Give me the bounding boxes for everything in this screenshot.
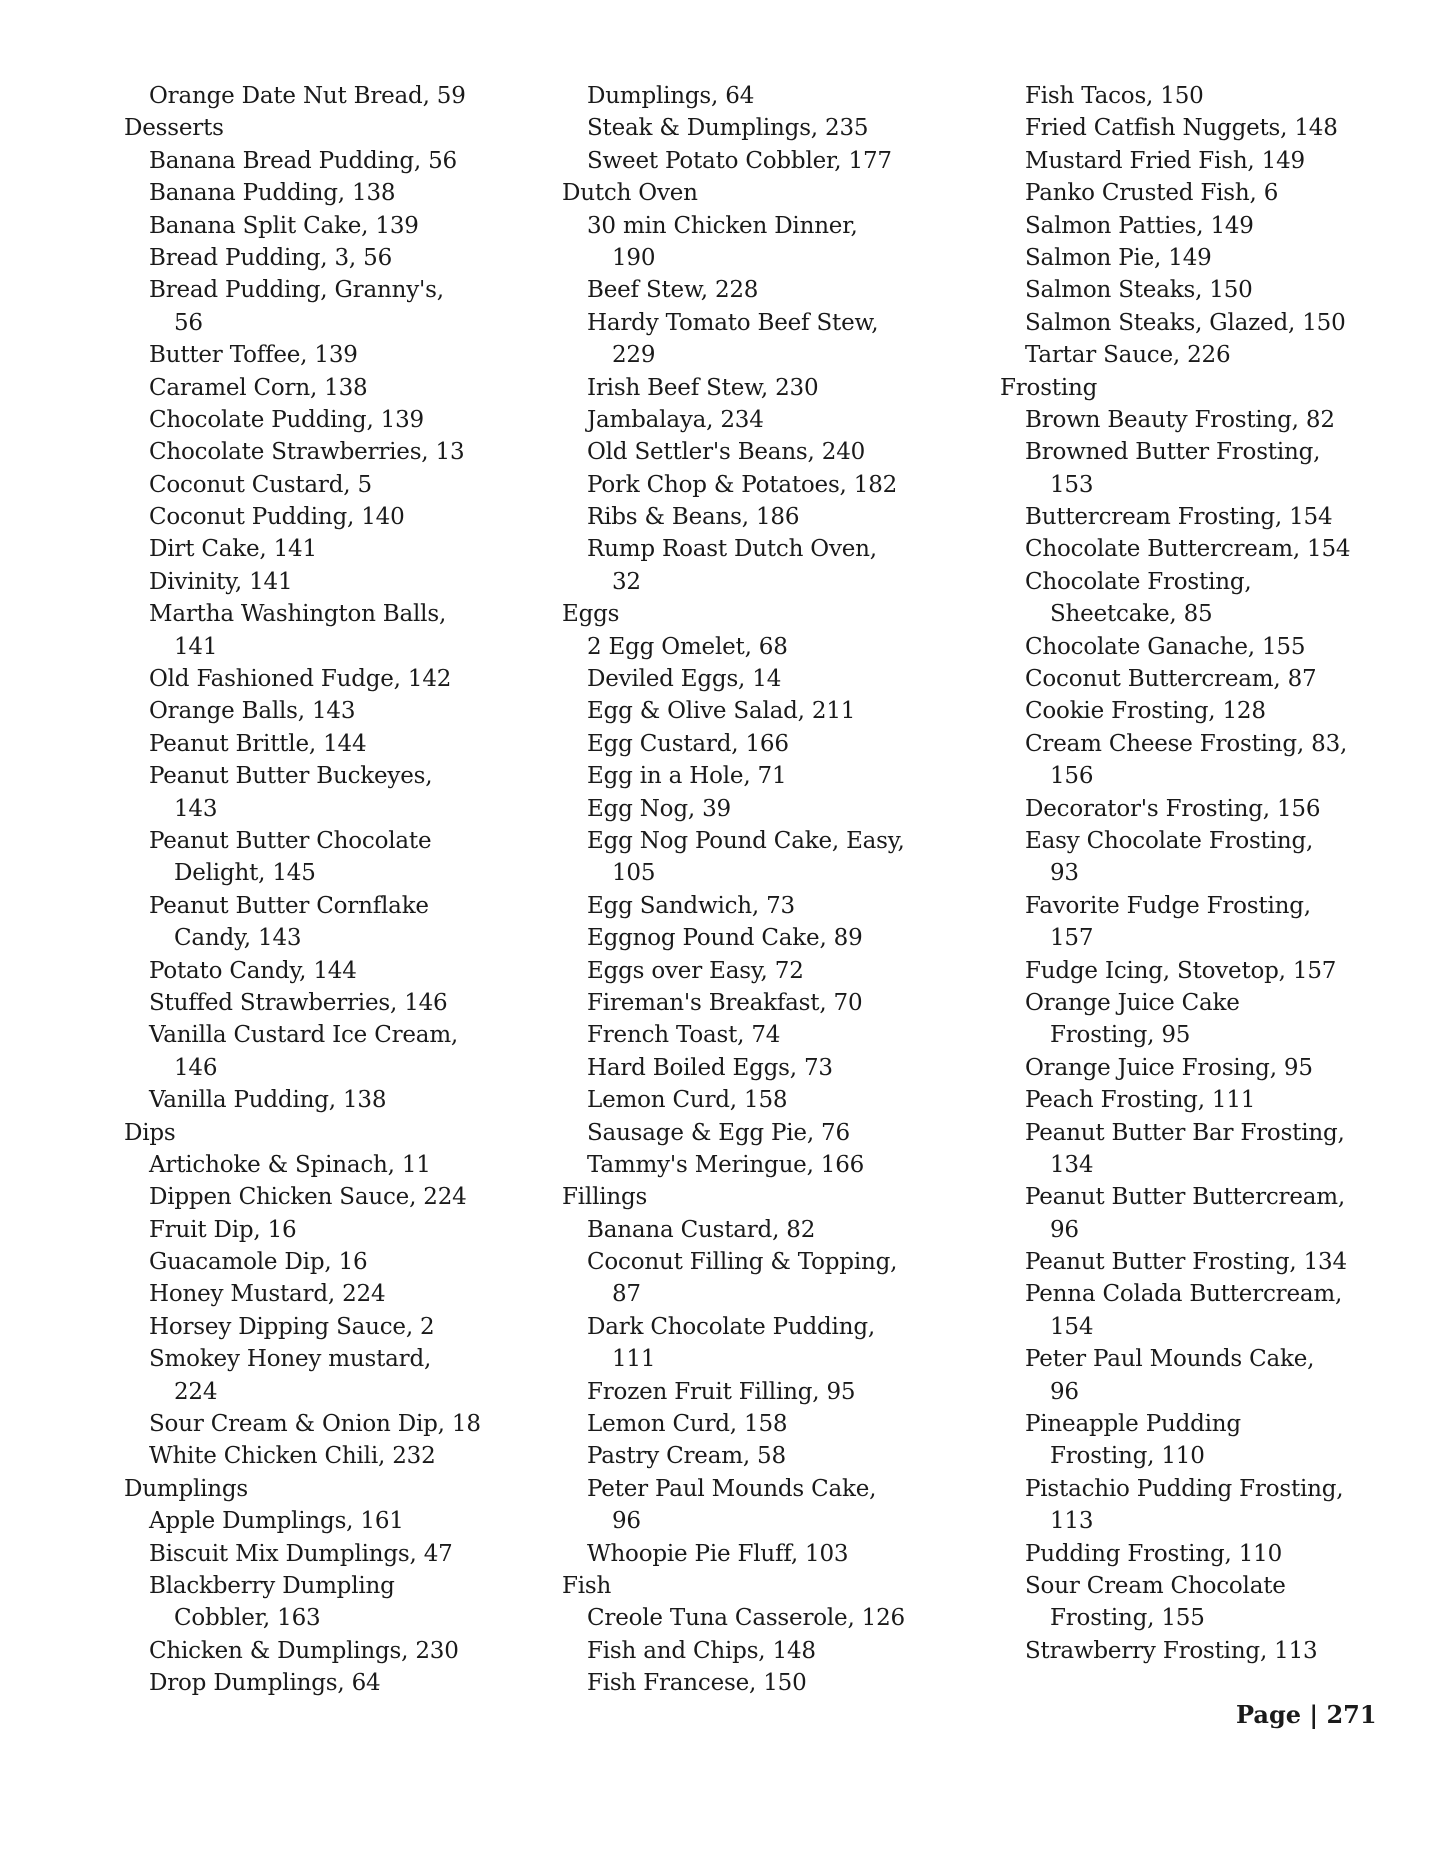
- index-entry: Irish Beef Stew, 230: [587, 374, 819, 401]
- index-entry-continuation: 141: [174, 633, 218, 660]
- index-entry: Biscuit Mix Dumplings, 47: [149, 1540, 453, 1567]
- index-heading: Fish: [562, 1572, 612, 1599]
- index-entry-continuation: 96: [612, 1508, 641, 1535]
- index-entry: Sweet Potato Cobbler, 177: [587, 147, 892, 174]
- page-number-footer: Page | 271: [1236, 1700, 1377, 1729]
- index-entry: 2 Egg Omelet, 68: [587, 633, 788, 660]
- index-entry: Peanut Brittle, 144: [149, 730, 367, 757]
- index-entry: Eggnog Pound Cake, 89: [587, 925, 863, 952]
- index-entry: Fish Francese, 150: [587, 1670, 807, 1697]
- index-entry: Dark Chocolate Pudding,: [587, 1313, 875, 1340]
- index-entry-continuation: 143: [174, 795, 218, 822]
- index-entry-continuation: 56: [174, 309, 203, 336]
- index-entry: Fish and Chips, 148: [587, 1637, 816, 1664]
- index-entry: Pistachio Pudding Frosting,: [1025, 1475, 1344, 1502]
- index-entry: Coconut Buttercream, 87: [1025, 666, 1317, 693]
- index-entry: Egg & Olive Salad, 211: [587, 698, 856, 725]
- index-entry-continuation: Delight, 145: [174, 860, 316, 887]
- index-entry: Fruit Dip, 16: [149, 1216, 297, 1243]
- index-entry-continuation: 224: [174, 1378, 218, 1405]
- index-heading: Dips: [124, 1119, 176, 1146]
- index-entry: Whoopie Pie Fluff, 103: [587, 1540, 849, 1567]
- index-entry: Mustard Fried Fish, 149: [1025, 147, 1305, 174]
- index-entry-continuation: 93: [1050, 860, 1079, 887]
- index-entry: Caramel Corn, 138: [149, 374, 368, 401]
- index-entry: Favorite Fudge Frosting,: [1025, 892, 1311, 919]
- index-entry: Salmon Patties, 149: [1025, 212, 1254, 239]
- index-entry: Chocolate Ganache, 155: [1025, 633, 1306, 660]
- index-heading: Dumplings: [124, 1475, 249, 1502]
- index-entry-continuation: 96: [1050, 1378, 1079, 1405]
- index-heading: Desserts: [124, 115, 224, 142]
- index-heading: Dutch Oven: [562, 180, 698, 207]
- index-entry-continuation: Frosting, 155: [1050, 1605, 1205, 1632]
- index-entry: Old Fashioned Fudge, 142: [149, 666, 452, 693]
- index-entry: Coconut Filling & Topping,: [587, 1249, 898, 1276]
- index-entry: Banana Pudding, 138: [149, 180, 396, 207]
- index-entry: Salmon Pie, 149: [1025, 244, 1212, 271]
- index-entry: Peter Paul Mounds Cake,: [1025, 1346, 1315, 1373]
- index-entry: Peanut Butter Cornflake: [149, 892, 429, 919]
- index-entry: Honey Mustard, 224: [149, 1281, 386, 1308]
- index-entry: Jambalaya, 234: [587, 406, 764, 433]
- index-entry-continuation: 111: [612, 1346, 656, 1373]
- index-entry: Butter Toffee, 139: [149, 342, 358, 369]
- index-entry: Chicken & Dumplings, 230: [149, 1637, 459, 1664]
- index-entry-continuation: 105: [612, 860, 656, 887]
- index-entry: Peach Frosting, 111: [1025, 1087, 1256, 1114]
- index-entry: Chocolate Buttercream, 154: [1025, 536, 1351, 563]
- index-entry: Apple Dumplings, 161: [149, 1508, 404, 1535]
- index-entry: Tammy's Meringue, 166: [587, 1151, 865, 1178]
- index-entry: Pudding Frosting, 110: [1025, 1540, 1282, 1567]
- index-entry: Cream Cheese Frosting, 83,: [1025, 730, 1348, 757]
- index-entry: Drop Dumplings, 64: [149, 1670, 381, 1697]
- index-entry: 30 min Chicken Dinner,: [587, 212, 858, 239]
- index-entry: Penna Colada Buttercream,: [1025, 1281, 1343, 1308]
- index-entry-continuation: Sheetcake, 85: [1050, 601, 1213, 628]
- index-entry: Peter Paul Mounds Cake,: [587, 1475, 877, 1502]
- index-entry: Hard Boiled Eggs, 73: [587, 1054, 833, 1081]
- index-entry: Orange Juice Cake: [1025, 989, 1240, 1016]
- index-entry: Egg Nog, 39: [587, 795, 731, 822]
- index-heading: Eggs: [562, 601, 620, 628]
- index-column-2: [562, 80, 982, 1700]
- index-entry: Bread Pudding, Granny's,: [149, 277, 444, 304]
- index-entry: Peanut Butter Chocolate: [149, 827, 432, 854]
- index-entry: Decorator's Frosting, 156: [1025, 795, 1321, 822]
- index-entry: Martha Washington Balls,: [149, 601, 447, 628]
- index-entry: Sour Cream & Onion Dip, 18: [149, 1411, 481, 1438]
- index-entry-continuation: Frosting, 95: [1050, 1022, 1191, 1049]
- index-entry: White Chicken Chili, 232: [149, 1443, 436, 1470]
- index-heading: Frosting: [1000, 374, 1098, 401]
- index-entry: Artichoke & Spinach, 11: [149, 1151, 431, 1178]
- index-entry: Strawberry Frosting, 113: [1025, 1637, 1318, 1664]
- index-entry-continuation: Frosting, 110: [1050, 1443, 1205, 1470]
- index-entry: Horsey Dipping Sauce, 2: [149, 1313, 435, 1340]
- index-entry: Guacamole Dip, 16: [149, 1249, 368, 1276]
- index-entry: Blackberry Dumpling: [149, 1572, 395, 1599]
- index-entry: Peanut Butter Buckeyes,: [149, 763, 433, 790]
- index-entry: Cookie Frosting, 128: [1025, 698, 1266, 725]
- index-heading: Fillings: [562, 1184, 648, 1211]
- index-entry: Steak & Dumplings, 235: [587, 115, 869, 142]
- index-entry: Egg in a Hole, 71: [587, 763, 787, 790]
- index-entry-continuation: 154: [1050, 1313, 1094, 1340]
- index-entry-continuation: Candy, 143: [174, 925, 302, 952]
- index-entry: Rump Roast Dutch Oven,: [587, 536, 877, 563]
- index-entry: Ribs & Beans, 186: [587, 504, 800, 531]
- index-entry: Frozen Fruit Filling, 95: [587, 1378, 856, 1405]
- index-entry: Lemon Curd, 158: [587, 1411, 788, 1438]
- index-entry: Dippen Chicken Sauce, 224: [149, 1184, 467, 1211]
- index-entry: Panko Crusted Fish, 6: [1025, 180, 1279, 207]
- index-entry: Banana Custard, 82: [587, 1216, 816, 1243]
- index-entry: Egg Nog Pound Cake, Easy,: [587, 827, 905, 854]
- index-entry: Banana Bread Pudding, 56: [149, 147, 457, 174]
- index-entry: Lemon Curd, 158: [587, 1087, 788, 1114]
- index-entry: Potato Candy, 144: [149, 957, 357, 984]
- index-entry: Pastry Cream, 58: [587, 1443, 786, 1470]
- index-entry: Stuffed Strawberries, 146: [149, 989, 448, 1016]
- index-entry: Chocolate Strawberries, 13: [149, 439, 465, 466]
- index-column-1: [124, 80, 544, 1700]
- index-entry-continuation: 96: [1050, 1216, 1079, 1243]
- index-entry-continuation: 157: [1050, 925, 1094, 952]
- index-entry: Peanut Butter Frosting, 134: [1025, 1249, 1347, 1276]
- index-entry: Fried Catfish Nuggets, 148: [1025, 115, 1338, 142]
- index-entry-continuation: 32: [612, 568, 641, 595]
- index-entry: Chocolate Pudding, 139: [149, 406, 424, 433]
- index-entry: Coconut Pudding, 140: [149, 504, 405, 531]
- index-entry: Fudge Icing, Stovetop, 157: [1025, 957, 1337, 984]
- index-entry: Vanilla Custard Ice Cream,: [149, 1022, 459, 1049]
- index-entry: French Toast, 74: [587, 1022, 781, 1049]
- index-column-3: [1000, 80, 1400, 1667]
- index-entry: Divinity, 141: [149, 568, 293, 595]
- index-entry-continuation: Cobbler, 163: [174, 1605, 321, 1632]
- index-entry-continuation: 87: [612, 1281, 641, 1308]
- index-entry: Fireman's Breakfast, 70: [587, 989, 863, 1016]
- index-entry: Hardy Tomato Beef Stew,: [587, 309, 879, 336]
- index-entry: Orange Balls, 143: [149, 698, 356, 725]
- index-entry: Egg Sandwich, 73: [587, 892, 795, 919]
- index-entry-continuation: 153: [1050, 471, 1094, 498]
- index-entry: Easy Chocolate Frosting,: [1025, 827, 1314, 854]
- index-entry: Sausage & Egg Pie, 76: [587, 1119, 850, 1146]
- index-entry: Orange Juice Frosing, 95: [1025, 1054, 1313, 1081]
- index-entry: Deviled Eggs, 14: [587, 666, 782, 693]
- index-entry: Salmon Steaks, 150: [1025, 277, 1253, 304]
- index-entry: Smokey Honey mustard,: [149, 1346, 432, 1373]
- index-entry: Peanut Butter Buttercream,: [1025, 1184, 1345, 1211]
- index-entry: Fish Tacos, 150: [1025, 83, 1204, 109]
- index-entry-continuation: 134: [1050, 1151, 1094, 1178]
- index-entry: Browned Butter Frosting,: [1025, 439, 1321, 466]
- index-entry: Beef Stew, 228: [587, 277, 759, 304]
- index-entry: Brown Beauty Frosting, 82: [1025, 406, 1335, 433]
- index-entry: Buttercream Frosting, 154: [1025, 504, 1333, 531]
- index-entry: Dirt Cake, 141: [149, 536, 317, 563]
- index-entry-continuation: 113: [1050, 1508, 1094, 1535]
- index-entry: Banana Split Cake, 139: [149, 212, 419, 239]
- index-entry: Tartar Sauce, 226: [1025, 342, 1231, 369]
- index-entry: Egg Custard, 166: [587, 730, 789, 757]
- index-entry: Orange Date Nut Bread, 59: [149, 83, 466, 109]
- index-entry: Bread Pudding, 3, 56: [149, 244, 393, 271]
- index-entry-continuation: 146: [174, 1054, 218, 1081]
- index-entry: Vanilla Pudding, 138: [149, 1087, 387, 1114]
- index-entry: Dumplings, 64: [587, 83, 755, 109]
- index-entry: Pineapple Pudding: [1025, 1411, 1241, 1438]
- index-entry: Salmon Steaks, Glazed, 150: [1025, 309, 1346, 336]
- index-entry: Peanut Butter Bar Frosting,: [1025, 1119, 1345, 1146]
- index-entry: Chocolate Frosting,: [1025, 568, 1252, 595]
- index-entry: Creole Tuna Casserole, 126: [587, 1605, 905, 1632]
- index-entry: Coconut Custard, 5: [149, 471, 372, 498]
- index-entry: Sour Cream Chocolate: [1025, 1572, 1286, 1599]
- index-entry: Pork Chop & Potatoes, 182: [587, 471, 898, 498]
- index-entry: Eggs over Easy, 72: [587, 957, 804, 984]
- index-entry: Old Settler's Beans, 240: [587, 439, 866, 466]
- index-entry-continuation: 190: [612, 244, 656, 271]
- index-entry-continuation: 229: [612, 342, 656, 369]
- index-entry-continuation: 156: [1050, 763, 1094, 790]
